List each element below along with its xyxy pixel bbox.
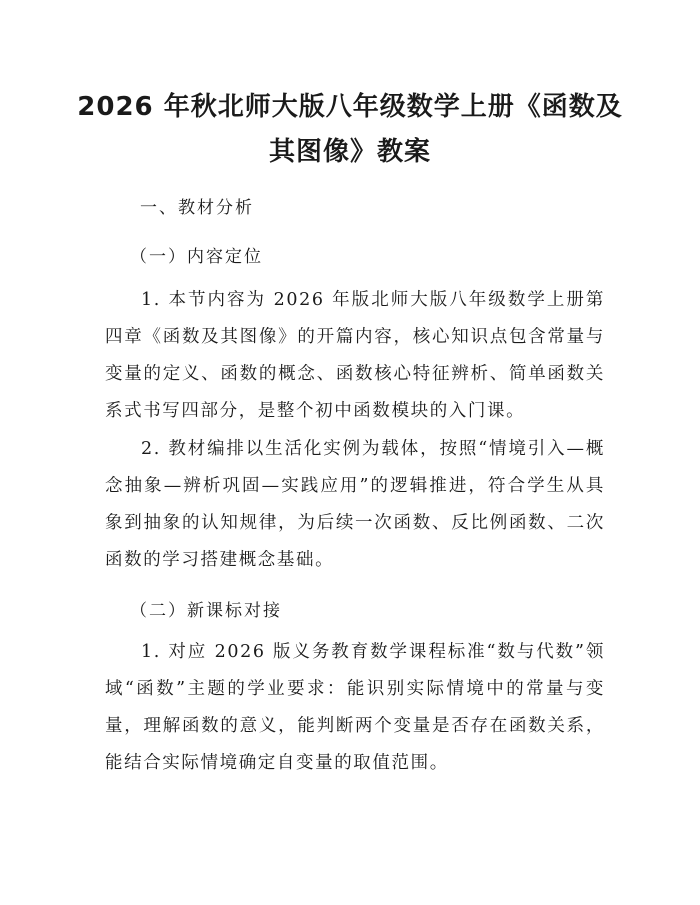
- section-heading-textbook-analysis: 一、教材分析: [140, 198, 254, 218]
- paragraph-2: 2. 教材编排以生活化实例为载体，按照“情境引入—概念抽象—辨析巩固—实践应用”的逻辑推进，符合学生从具象到抽象的认知规律，为后续一次函数、反比例函数、二次函数的学习搭建概念基础。: [105, 439, 605, 570]
- document-title-line1: 2026 年秋北师大版八年级数学上册《函数及: [77, 92, 623, 122]
- subsection-heading-content-positioning: （一）内容定位: [130, 247, 263, 267]
- paragraph-3: 1. 对应 2026 版义务教育数学课程标准“数与代数”领域“函数”主题的学业要求：能识别实际情境中的常量与变量，理解函数的意义，能判断两个变量是否存在函数关系，能结合实际情境确定自变量的取值范围。: [105, 642, 605, 773]
- paragraph-1: 1. 本节内容为 2026 年版北师大版八年级数学上册第四章《函数及其图像》的开篇内容，核心知识点包含常量与变量的定义、函数的概念、函数核心特征辨析、简单函数关系式书写四部分，是整个初中函数模块的入门课。: [105, 290, 605, 421]
- document-title-line2: 其图像》教案: [268, 137, 431, 167]
- subsection-heading-curriculum-standards: （二）新课标对接: [130, 601, 282, 621]
